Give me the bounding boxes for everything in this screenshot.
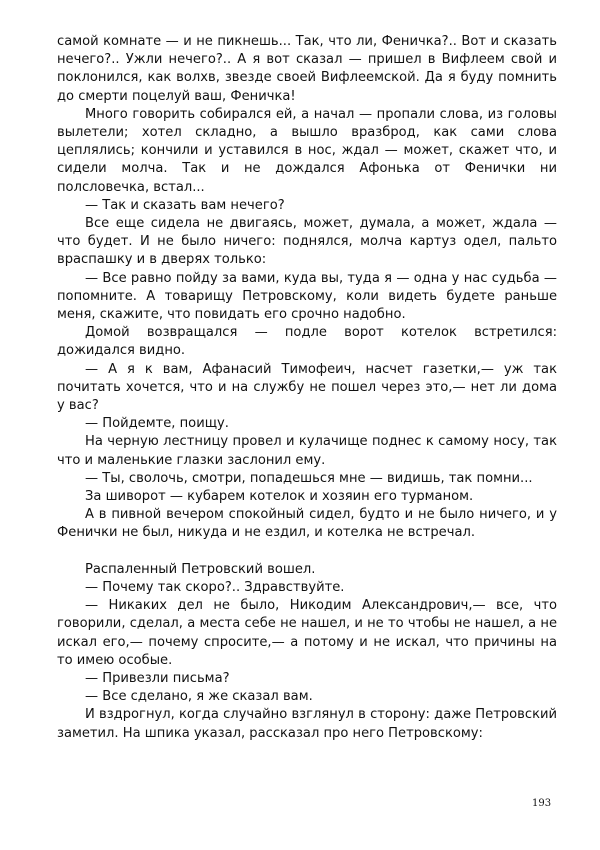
paragraph: За шиворот — кубарем котелок и хозяин его турманом. bbox=[85, 489, 474, 505]
paragraph: — Почему так скоро?.. Здравствуйте. bbox=[85, 579, 345, 595]
paragraph: Много говорить собирался ей, а начал — пропали слова, из головы вылетели; хотел складно, а вышло вразброд, как сами слова цеплялись; кончили и уставился в нос, ждал — может, скажет что, и сидели молча. Так и не дождался Афонька от Фенички ни полсловечка, встал... bbox=[57, 106, 557, 195]
paragraph: И вздрогнул, когда случайно взглянул в сторону: даже Петровский заметил. На шпика указал, рассказал про него Петровскому: bbox=[57, 707, 557, 741]
paragraph: — Никаких дел не было, Никодим Александрович,— все, что говорили, сделал, а места себе не нашел, и не то чтобы не нашел, а не искал его,— почему спросите,— а потому и не искал, что причины на то имею особые. bbox=[57, 598, 557, 668]
paragraph: — Пойдемте, поищу. bbox=[85, 416, 229, 432]
paragraph: — Привезли письма? bbox=[85, 670, 230, 686]
paragraph: — А я к вам, Афанасий Тимофеич, насчет газетки,— уж так почитать хочется, что и на службу не пошел через это,— нет ли дома у вас? bbox=[57, 361, 557, 414]
paragraph: Распаленный Петровский вошел. bbox=[85, 561, 316, 577]
body-text bbox=[57, 33, 557, 743]
paragraph: самой комнате — и не пикнешь... Так, что ли, Феничка?.. Вот и сказать нечего?.. Ужли нечего?.. А я вот сказал — пришел в Вифлеем свой и поклонился, как волхв, звезде своей Вифлеемской. Да я буду помнить до смерти поцелуй ваш, Феничка! bbox=[57, 34, 557, 104]
paragraph: А в пивной вечером спокойный сидел, будто и не было ничего, и у Фенички не был, никуда и не ездил, и котелка не встречал. bbox=[57, 507, 557, 541]
paragraph: — Все сделано, я же сказал вам. bbox=[85, 689, 313, 705]
page-number: 193 bbox=[532, 798, 552, 809]
paragraph: На черную лестницу провел и кулачище поднес к самому носу, так что и маленькие глазки заслонил ему. bbox=[57, 434, 557, 468]
paragraph: — Все равно пойду за вами, куда вы, туда я — одна у нас судьба — попомните. А товарищу Петровскому, коли видеть будете раньше меня, скажите, что повидать его срочно надобно. bbox=[57, 270, 557, 323]
paragraph: — Ты, сволочь, смотри, попадешься мне — видишь, так помни... bbox=[85, 470, 533, 486]
paragraph: Домой возвращался — подле ворот котелок встретился: дожидался видно. bbox=[57, 325, 557, 359]
paragraph: — Так и сказать вам нечего? bbox=[85, 197, 285, 213]
paragraph: Все еще сидела не двигаясь, может, думала, а может, ждала — что будет. И не было ничего: поднялся, молча картуз одел, пальто враспашку и в дверях только: bbox=[57, 216, 557, 268]
